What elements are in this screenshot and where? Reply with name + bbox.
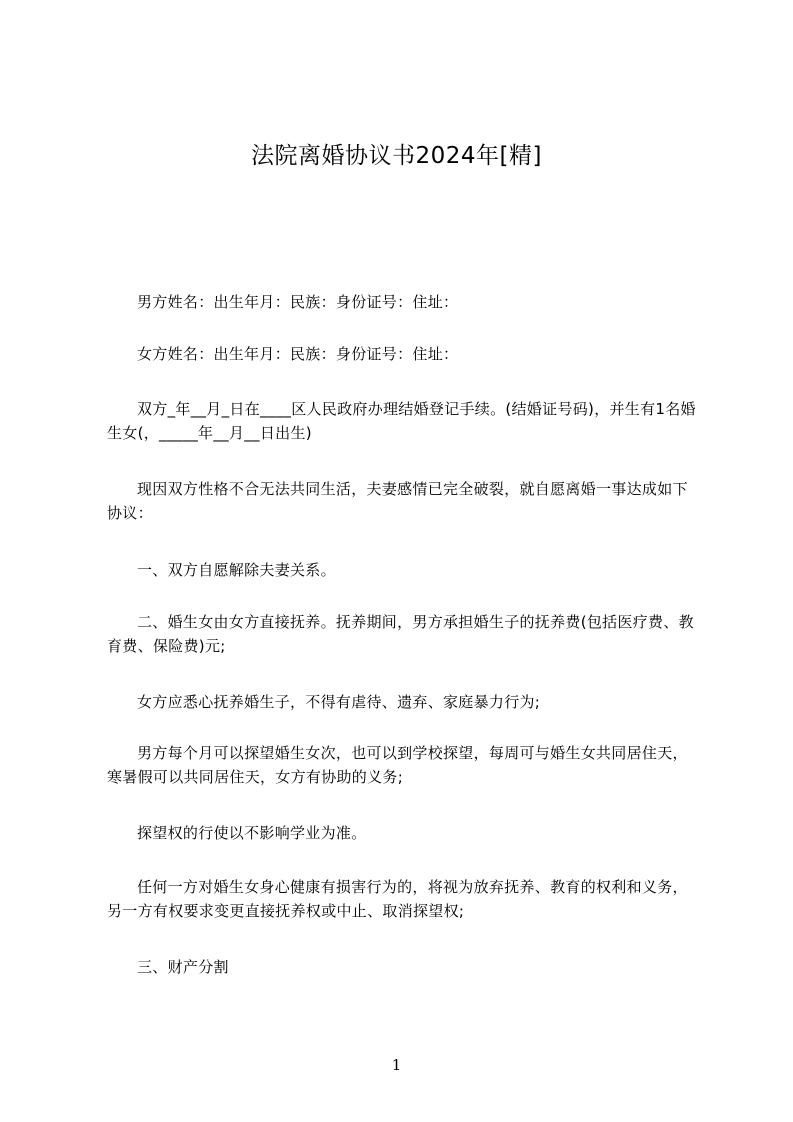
paragraph-visitation-limit: 探望权的行使以不影响学业为准。 xyxy=(137,824,367,842)
paragraph-harm-clause: 任何一方对婚生女身心健康有损害行为的，将视为放弃抚养、教育的权利和义务，另一方有权要求变更直接抚养权或中止、取消探望权; xyxy=(107,878,688,920)
paragraph-clause-2: 二、婚生女由女方直接抚养。抚养期间，男方承担婚生子的抚养费(包括医疗费、教育费、保险费)元; xyxy=(107,613,694,655)
paragraph-clause-3: 三、财产分割 xyxy=(137,958,229,976)
paragraph-female-info: 女方姓名：出生年月：民族：身份证号：住址： xyxy=(137,345,459,363)
paragraph-reason: 现因双方性格不合无法共同生活，夫妻感情已完全破裂，就自愿离婚一事达成如下协议： xyxy=(107,480,688,522)
paragraph-clause-1: 一、双方自愿解除夫妻关系。 xyxy=(137,561,336,579)
paragraph-male-info: 男方姓名：出生年月：民族：身份证号：住址： xyxy=(137,293,459,311)
paragraph-marriage-registration: 双方_年__月_日在____区人民政府办理结婚登记手续。(结婚证号码)，并生有1名婚生女(，_____年__月__日出生) xyxy=(107,400,696,442)
paragraph-visitation: 男方每个月可以探望婚生女次，也可以到学校探望，每周可与婚生女共同居住天，寒暑假可以共同居住天，女方有协助的义务; xyxy=(107,744,688,786)
document-title: 法院离婚协议书2024年[精] xyxy=(251,143,542,169)
page-number: 1 xyxy=(391,1056,402,1074)
paragraph-care-duty: 女方应悉心抚养婚生子，不得有虐待、遗弃、家庭暴力行为; xyxy=(137,693,541,711)
